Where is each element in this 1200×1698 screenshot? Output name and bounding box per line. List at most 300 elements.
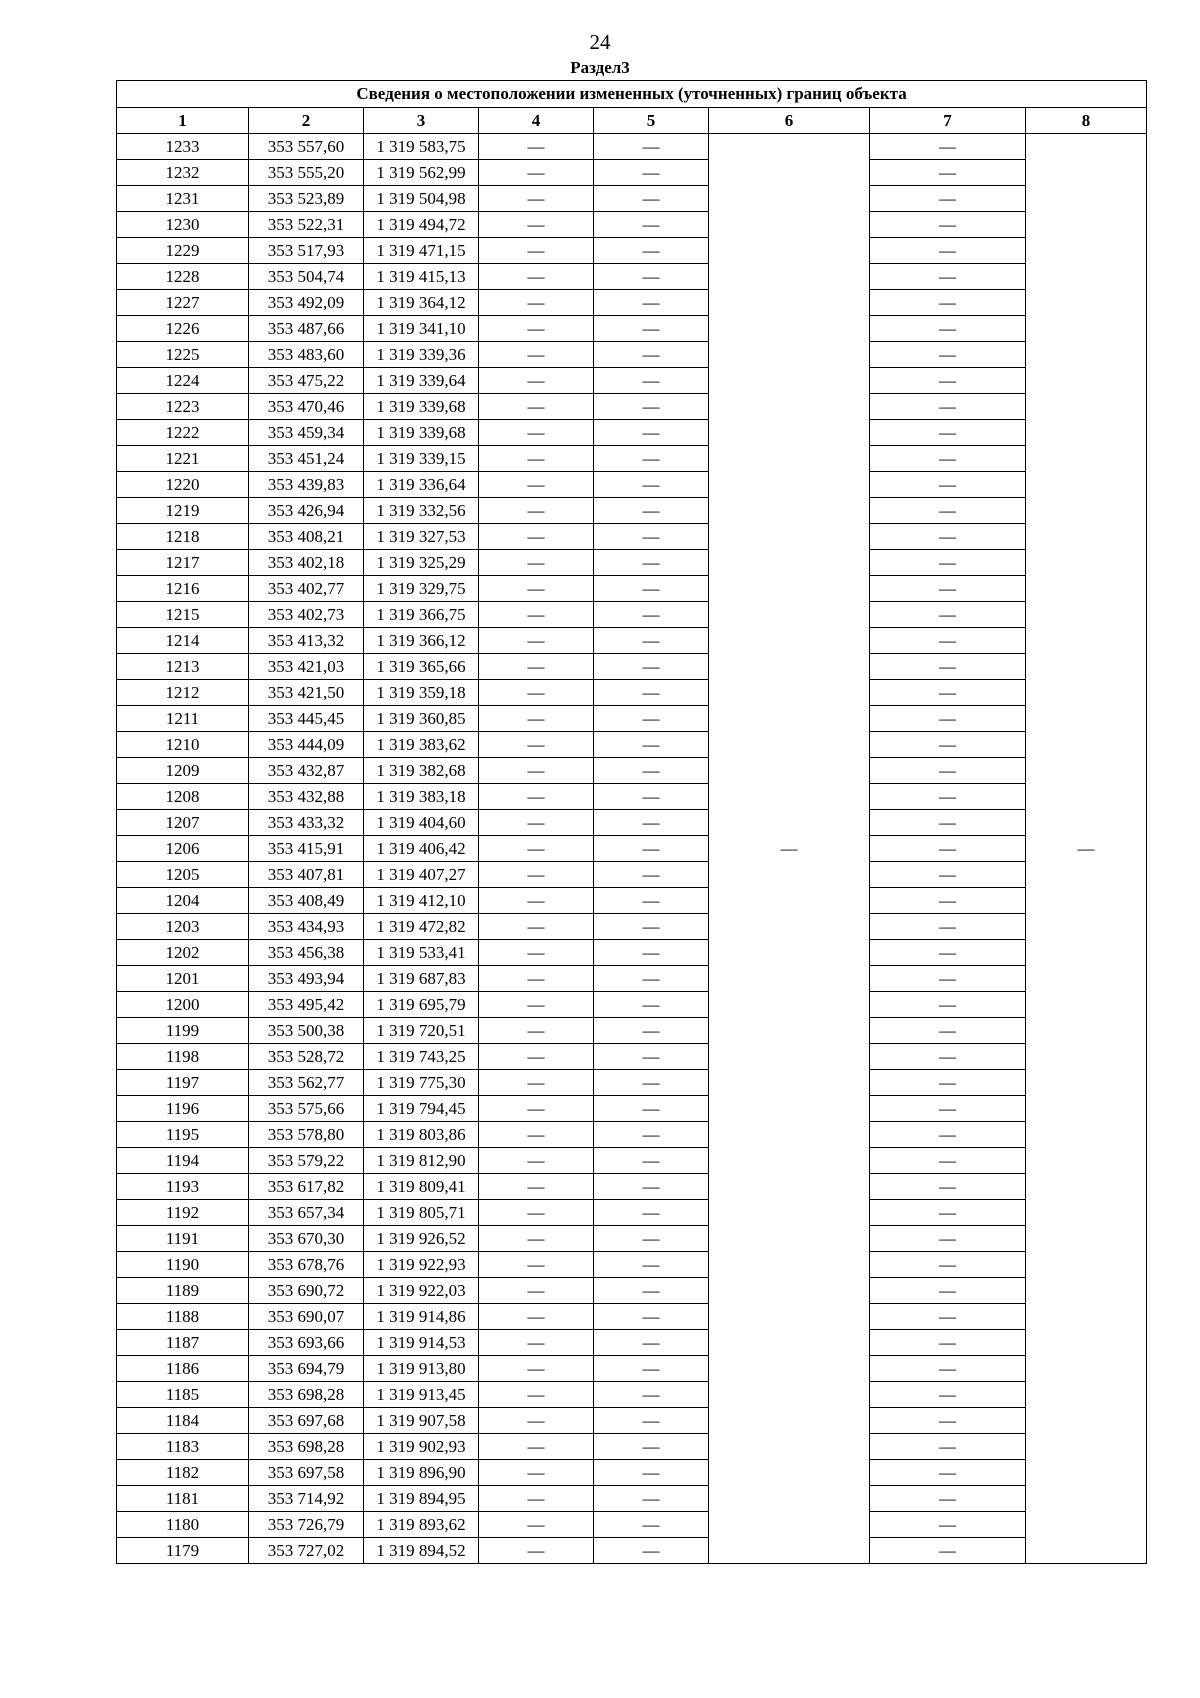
y-coordinate-cell: 1 319 893,62 bbox=[364, 1512, 479, 1538]
y-coordinate-cell: 1 319 894,95 bbox=[364, 1486, 479, 1512]
point-number-cell: 1189 bbox=[117, 1278, 249, 1304]
table-row bbox=[117, 576, 1147, 602]
table-row bbox=[117, 1408, 1147, 1434]
table-row bbox=[117, 394, 1147, 420]
column-7-cell: — bbox=[870, 888, 1026, 914]
y-coordinate-cell: 1 319 794,45 bbox=[364, 1096, 479, 1122]
page-number: 24 bbox=[589, 30, 611, 54]
column-7-cell: — bbox=[870, 1174, 1026, 1200]
column-7-cell: — bbox=[870, 810, 1026, 836]
table-row bbox=[117, 342, 1147, 368]
section-title: Раздел3 bbox=[570, 58, 630, 77]
point-number-cell: 1179 bbox=[117, 1538, 249, 1564]
table-row bbox=[117, 784, 1147, 810]
point-number-cell: 1219 bbox=[117, 498, 249, 524]
table-row bbox=[117, 212, 1147, 238]
column-7-cell: — bbox=[870, 836, 1026, 862]
column-4-cell: — bbox=[479, 862, 594, 888]
column-5-cell: — bbox=[594, 1408, 709, 1434]
y-coordinate-cell: 1 319 695,79 bbox=[364, 992, 479, 1018]
column-7-cell: — bbox=[870, 680, 1026, 706]
x-coordinate-cell: 353 678,76 bbox=[249, 1252, 364, 1278]
table-row bbox=[117, 732, 1147, 758]
column-5-cell: — bbox=[594, 576, 709, 602]
x-coordinate-cell: 353 617,82 bbox=[249, 1174, 364, 1200]
point-number-cell: 1193 bbox=[117, 1174, 249, 1200]
column-4-cell: — bbox=[479, 1434, 594, 1460]
y-coordinate-cell: 1 319 471,15 bbox=[364, 238, 479, 264]
column-5-cell: — bbox=[594, 160, 709, 186]
x-coordinate-cell: 353 402,18 bbox=[249, 550, 364, 576]
column-7-cell: — bbox=[870, 758, 1026, 784]
column-7-cell: — bbox=[870, 134, 1026, 160]
column-4-cell: — bbox=[479, 888, 594, 914]
column-4-cell: — bbox=[479, 758, 594, 784]
y-coordinate-cell: 1 319 720,51 bbox=[364, 1018, 479, 1044]
table-row bbox=[117, 810, 1147, 836]
point-number-cell: 1214 bbox=[117, 628, 249, 654]
table-row bbox=[117, 1174, 1147, 1200]
table-row bbox=[117, 1512, 1147, 1538]
x-coordinate-cell: 353 579,22 bbox=[249, 1148, 364, 1174]
column-5-cell: — bbox=[594, 446, 709, 472]
y-coordinate-cell: 1 319 504,98 bbox=[364, 186, 479, 212]
x-coordinate-cell: 353 555,20 bbox=[249, 160, 364, 186]
point-number-cell: 1180 bbox=[117, 1512, 249, 1538]
column-8-merged-cell: — bbox=[1026, 134, 1147, 1564]
column-7-cell: — bbox=[870, 1148, 1026, 1174]
table-row bbox=[117, 524, 1147, 550]
column-4-cell: — bbox=[479, 1174, 594, 1200]
column-7-cell: — bbox=[870, 784, 1026, 810]
table-row bbox=[117, 238, 1147, 264]
column-7-cell: — bbox=[870, 264, 1026, 290]
column-7-cell: — bbox=[870, 1226, 1026, 1252]
column-5-cell: — bbox=[594, 940, 709, 966]
point-number-cell: 1231 bbox=[117, 186, 249, 212]
y-coordinate-cell: 1 319 366,75 bbox=[364, 602, 479, 628]
table-row bbox=[117, 706, 1147, 732]
x-coordinate-cell: 353 504,74 bbox=[249, 264, 364, 290]
x-coordinate-cell: 353 487,66 bbox=[249, 316, 364, 342]
point-number-cell: 1181 bbox=[117, 1486, 249, 1512]
table-row bbox=[117, 420, 1147, 446]
point-number-cell: 1200 bbox=[117, 992, 249, 1018]
column-4-cell: — bbox=[479, 628, 594, 654]
x-coordinate-cell: 353 495,42 bbox=[249, 992, 364, 1018]
table-row bbox=[117, 914, 1147, 940]
point-number-cell: 1227 bbox=[117, 290, 249, 316]
y-coordinate-cell: 1 319 914,86 bbox=[364, 1304, 479, 1330]
column-4-cell: — bbox=[479, 1226, 594, 1252]
column-7-cell: — bbox=[870, 1460, 1026, 1486]
point-number-cell: 1226 bbox=[117, 316, 249, 342]
column-5-cell: — bbox=[594, 1304, 709, 1330]
y-coordinate-cell: 1 319 366,12 bbox=[364, 628, 479, 654]
point-number-cell: 1217 bbox=[117, 550, 249, 576]
point-number-cell: 1188 bbox=[117, 1304, 249, 1330]
y-coordinate-cell: 1 319 922,93 bbox=[364, 1252, 479, 1278]
boundary-coordinates-table bbox=[116, 80, 1147, 1564]
column-7-cell: — bbox=[870, 602, 1026, 628]
column-4-cell: — bbox=[479, 186, 594, 212]
column-number: 3 bbox=[364, 108, 479, 134]
y-coordinate-cell: 1 319 365,66 bbox=[364, 654, 479, 680]
table-row bbox=[117, 654, 1147, 680]
column-7-cell: — bbox=[870, 1070, 1026, 1096]
table-row bbox=[117, 758, 1147, 784]
column-5-cell: — bbox=[594, 1486, 709, 1512]
column-6-merged-cell: — bbox=[709, 134, 870, 1564]
x-coordinate-cell: 353 690,07 bbox=[249, 1304, 364, 1330]
column-4-cell: — bbox=[479, 836, 594, 862]
column-5-cell: — bbox=[594, 1538, 709, 1564]
column-4-cell: — bbox=[479, 680, 594, 706]
table-row bbox=[117, 1304, 1147, 1330]
column-4-cell: — bbox=[479, 784, 594, 810]
column-7-cell: — bbox=[870, 472, 1026, 498]
column-4-cell: — bbox=[479, 1278, 594, 1304]
x-coordinate-cell: 353 575,66 bbox=[249, 1096, 364, 1122]
point-number-cell: 1191 bbox=[117, 1226, 249, 1252]
column-7-cell: — bbox=[870, 1018, 1026, 1044]
y-coordinate-cell: 1 319 332,56 bbox=[364, 498, 479, 524]
column-7-cell: — bbox=[870, 160, 1026, 186]
column-7-cell: — bbox=[870, 862, 1026, 888]
x-coordinate-cell: 353 517,93 bbox=[249, 238, 364, 264]
column-7-cell: — bbox=[870, 1382, 1026, 1408]
y-coordinate-cell: 1 319 896,90 bbox=[364, 1460, 479, 1486]
column-7-cell: — bbox=[870, 732, 1026, 758]
table-row bbox=[117, 1070, 1147, 1096]
column-7-cell: — bbox=[870, 706, 1026, 732]
table-row bbox=[117, 680, 1147, 706]
column-7-cell: — bbox=[870, 342, 1026, 368]
table-caption: Сведения о местоположении измененных (уточненных) границ объекта bbox=[117, 81, 1147, 108]
column-4-cell: — bbox=[479, 732, 594, 758]
x-coordinate-cell: 353 475,22 bbox=[249, 368, 364, 394]
y-coordinate-cell: 1 319 383,62 bbox=[364, 732, 479, 758]
y-coordinate-cell: 1 319 494,72 bbox=[364, 212, 479, 238]
column-5-cell: — bbox=[594, 1044, 709, 1070]
column-4-cell: — bbox=[479, 1148, 594, 1174]
x-coordinate-cell: 353 421,03 bbox=[249, 654, 364, 680]
y-coordinate-cell: 1 319 809,41 bbox=[364, 1174, 479, 1200]
y-coordinate-cell: 1 319 341,10 bbox=[364, 316, 479, 342]
point-number-cell: 1204 bbox=[117, 888, 249, 914]
column-4-cell: — bbox=[479, 1070, 594, 1096]
column-5-cell: — bbox=[594, 212, 709, 238]
x-coordinate-cell: 353 402,77 bbox=[249, 576, 364, 602]
x-coordinate-cell: 353 522,31 bbox=[249, 212, 364, 238]
column-7-cell: — bbox=[870, 966, 1026, 992]
column-5-cell: — bbox=[594, 966, 709, 992]
x-coordinate-cell: 353 714,92 bbox=[249, 1486, 364, 1512]
column-5-cell: — bbox=[594, 316, 709, 342]
column-5-cell: — bbox=[594, 1330, 709, 1356]
point-number-cell: 1232 bbox=[117, 160, 249, 186]
column-5-cell: — bbox=[594, 1018, 709, 1044]
column-5-cell: — bbox=[594, 368, 709, 394]
column-5-cell: — bbox=[594, 1460, 709, 1486]
point-number-cell: 1205 bbox=[117, 862, 249, 888]
y-coordinate-cell: 1 319 472,82 bbox=[364, 914, 479, 940]
point-number-cell: 1187 bbox=[117, 1330, 249, 1356]
table-row bbox=[117, 836, 1147, 862]
column-4-cell: — bbox=[479, 524, 594, 550]
column-7-cell: — bbox=[870, 576, 1026, 602]
table-row bbox=[117, 368, 1147, 394]
x-coordinate-cell: 353 557,60 bbox=[249, 134, 364, 160]
column-5-cell: — bbox=[594, 1252, 709, 1278]
table-row bbox=[117, 862, 1147, 888]
table-row bbox=[117, 550, 1147, 576]
column-5-cell: — bbox=[594, 1356, 709, 1382]
y-coordinate-cell: 1 319 562,99 bbox=[364, 160, 479, 186]
column-7-cell: — bbox=[870, 1486, 1026, 1512]
y-coordinate-cell: 1 319 805,71 bbox=[364, 1200, 479, 1226]
point-number-cell: 1194 bbox=[117, 1148, 249, 1174]
x-coordinate-cell: 353 439,83 bbox=[249, 472, 364, 498]
point-number-cell: 1201 bbox=[117, 966, 249, 992]
x-coordinate-cell: 353 407,81 bbox=[249, 862, 364, 888]
point-number-cell: 1220 bbox=[117, 472, 249, 498]
x-coordinate-cell: 353 433,32 bbox=[249, 810, 364, 836]
table-row bbox=[117, 888, 1147, 914]
column-7-cell: — bbox=[870, 914, 1026, 940]
x-coordinate-cell: 353 426,94 bbox=[249, 498, 364, 524]
column-4-cell: — bbox=[479, 1512, 594, 1538]
column-5-cell: — bbox=[594, 1070, 709, 1096]
column-7-cell: — bbox=[870, 1512, 1026, 1538]
column-4-cell: — bbox=[479, 810, 594, 836]
point-number-cell: 1218 bbox=[117, 524, 249, 550]
x-coordinate-cell: 353 693,66 bbox=[249, 1330, 364, 1356]
point-number-cell: 1211 bbox=[117, 706, 249, 732]
point-number-cell: 1199 bbox=[117, 1018, 249, 1044]
point-number-cell: 1222 bbox=[117, 420, 249, 446]
x-coordinate-cell: 353 697,68 bbox=[249, 1408, 364, 1434]
point-number-cell: 1196 bbox=[117, 1096, 249, 1122]
column-4-cell: — bbox=[479, 1356, 594, 1382]
point-number-cell: 1224 bbox=[117, 368, 249, 394]
x-coordinate-cell: 353 415,91 bbox=[249, 836, 364, 862]
y-coordinate-cell: 1 319 339,15 bbox=[364, 446, 479, 472]
y-coordinate-cell: 1 319 894,52 bbox=[364, 1538, 479, 1564]
point-number-cell: 1223 bbox=[117, 394, 249, 420]
x-coordinate-cell: 353 698,28 bbox=[249, 1434, 364, 1460]
y-coordinate-cell: 1 319 412,10 bbox=[364, 888, 479, 914]
point-number-cell: 1203 bbox=[117, 914, 249, 940]
column-5-cell: — bbox=[594, 1382, 709, 1408]
column-5-cell: — bbox=[594, 914, 709, 940]
column-5-cell: — bbox=[594, 186, 709, 212]
table-row bbox=[117, 264, 1147, 290]
y-coordinate-cell: 1 319 803,86 bbox=[364, 1122, 479, 1148]
column-4-cell: — bbox=[479, 342, 594, 368]
column-5-cell: — bbox=[594, 1434, 709, 1460]
y-coordinate-cell: 1 319 329,75 bbox=[364, 576, 479, 602]
x-coordinate-cell: 353 470,46 bbox=[249, 394, 364, 420]
column-4-cell: — bbox=[479, 914, 594, 940]
column-7-cell: — bbox=[870, 290, 1026, 316]
column-4-cell: — bbox=[479, 160, 594, 186]
x-coordinate-cell: 353 697,58 bbox=[249, 1460, 364, 1486]
x-coordinate-cell: 353 434,93 bbox=[249, 914, 364, 940]
column-5-cell: — bbox=[594, 1200, 709, 1226]
x-coordinate-cell: 353 578,80 bbox=[249, 1122, 364, 1148]
x-coordinate-cell: 353 727,02 bbox=[249, 1538, 364, 1564]
column-7-cell: — bbox=[870, 1356, 1026, 1382]
table-row bbox=[117, 316, 1147, 342]
column-7-cell: — bbox=[870, 420, 1026, 446]
x-coordinate-cell: 353 690,72 bbox=[249, 1278, 364, 1304]
column-4-cell: — bbox=[479, 654, 594, 680]
x-coordinate-cell: 353 698,28 bbox=[249, 1382, 364, 1408]
y-coordinate-cell: 1 319 914,53 bbox=[364, 1330, 479, 1356]
column-4-cell: — bbox=[479, 1018, 594, 1044]
column-4-cell: — bbox=[479, 134, 594, 160]
table-row bbox=[117, 1252, 1147, 1278]
table-row bbox=[117, 446, 1147, 472]
point-number-cell: 1208 bbox=[117, 784, 249, 810]
table-row bbox=[117, 966, 1147, 992]
point-number-cell: 1197 bbox=[117, 1070, 249, 1096]
column-5-cell: — bbox=[594, 1226, 709, 1252]
y-coordinate-cell: 1 319 339,68 bbox=[364, 420, 479, 446]
column-5-cell: — bbox=[594, 472, 709, 498]
y-coordinate-cell: 1 319 404,60 bbox=[364, 810, 479, 836]
column-4-cell: — bbox=[479, 446, 594, 472]
table-row bbox=[117, 1200, 1147, 1226]
column-number: 2 bbox=[249, 108, 364, 134]
y-coordinate-cell: 1 319 902,93 bbox=[364, 1434, 479, 1460]
column-7-cell: — bbox=[870, 1096, 1026, 1122]
x-coordinate-cell: 353 408,49 bbox=[249, 888, 364, 914]
y-coordinate-cell: 1 319 922,03 bbox=[364, 1278, 479, 1304]
column-number: 7 bbox=[870, 108, 1026, 134]
table-row bbox=[117, 940, 1147, 966]
y-coordinate-cell: 1 319 926,52 bbox=[364, 1226, 479, 1252]
y-coordinate-cell: 1 319 339,68 bbox=[364, 394, 479, 420]
point-number-cell: 1233 bbox=[117, 134, 249, 160]
point-number-cell: 1216 bbox=[117, 576, 249, 602]
column-4-cell: — bbox=[479, 576, 594, 602]
column-7-cell: — bbox=[870, 1252, 1026, 1278]
table-row bbox=[117, 992, 1147, 1018]
column-5-cell: — bbox=[594, 1096, 709, 1122]
point-number-cell: 1228 bbox=[117, 264, 249, 290]
x-coordinate-cell: 353 726,79 bbox=[249, 1512, 364, 1538]
column-4-cell: — bbox=[479, 1044, 594, 1070]
column-5-cell: — bbox=[594, 862, 709, 888]
x-coordinate-cell: 353 444,09 bbox=[249, 732, 364, 758]
y-coordinate-cell: 1 319 406,42 bbox=[364, 836, 479, 862]
column-7-cell: — bbox=[870, 1434, 1026, 1460]
column-7-cell: — bbox=[870, 498, 1026, 524]
table-body bbox=[117, 134, 1147, 1564]
column-number: 6 bbox=[709, 108, 870, 134]
column-5-cell: — bbox=[594, 238, 709, 264]
column-7-cell: — bbox=[870, 238, 1026, 264]
point-number-cell: 1207 bbox=[117, 810, 249, 836]
point-number-cell: 1221 bbox=[117, 446, 249, 472]
y-coordinate-cell: 1 319 360,85 bbox=[364, 706, 479, 732]
column-7-cell: — bbox=[870, 394, 1026, 420]
table-row bbox=[117, 602, 1147, 628]
column-7-cell: — bbox=[870, 446, 1026, 472]
table-row bbox=[117, 1538, 1147, 1564]
column-5-cell: — bbox=[594, 784, 709, 810]
x-coordinate-cell: 353 445,45 bbox=[249, 706, 364, 732]
column-5-cell: — bbox=[594, 134, 709, 160]
column-4-cell: — bbox=[479, 498, 594, 524]
table-row bbox=[117, 1460, 1147, 1486]
point-number-cell: 1212 bbox=[117, 680, 249, 706]
x-coordinate-cell: 353 483,60 bbox=[249, 342, 364, 368]
column-4-cell: — bbox=[479, 550, 594, 576]
table-row bbox=[117, 160, 1147, 186]
table-row bbox=[117, 498, 1147, 524]
column-5-cell: — bbox=[594, 810, 709, 836]
point-number-cell: 1215 bbox=[117, 602, 249, 628]
table-row bbox=[117, 186, 1147, 212]
y-coordinate-cell: 1 319 743,25 bbox=[364, 1044, 479, 1070]
y-coordinate-cell: 1 319 907,58 bbox=[364, 1408, 479, 1434]
column-5-cell: — bbox=[594, 1174, 709, 1200]
column-4-cell: — bbox=[479, 1096, 594, 1122]
column-5-cell: — bbox=[594, 550, 709, 576]
column-7-cell: — bbox=[870, 940, 1026, 966]
column-4-cell: — bbox=[479, 992, 594, 1018]
table-row bbox=[117, 1330, 1147, 1356]
y-coordinate-cell: 1 319 415,13 bbox=[364, 264, 479, 290]
point-number-cell: 1209 bbox=[117, 758, 249, 784]
point-number-cell: 1182 bbox=[117, 1460, 249, 1486]
column-5-cell: — bbox=[594, 290, 709, 316]
column-5-cell: — bbox=[594, 524, 709, 550]
point-number-cell: 1230 bbox=[117, 212, 249, 238]
y-coordinate-cell: 1 319 812,90 bbox=[364, 1148, 479, 1174]
column-number: 5 bbox=[594, 108, 709, 134]
column-5-cell: — bbox=[594, 420, 709, 446]
column-number-row bbox=[117, 108, 1147, 134]
column-7-cell: — bbox=[870, 1408, 1026, 1434]
column-4-cell: — bbox=[479, 472, 594, 498]
column-7-cell: — bbox=[870, 1278, 1026, 1304]
column-5-cell: — bbox=[594, 1148, 709, 1174]
column-4-cell: — bbox=[479, 1252, 594, 1278]
column-5-cell: — bbox=[594, 992, 709, 1018]
column-4-cell: — bbox=[479, 1304, 594, 1330]
point-number-cell: 1195 bbox=[117, 1122, 249, 1148]
table-row bbox=[117, 290, 1147, 316]
column-4-cell: — bbox=[479, 940, 594, 966]
x-coordinate-cell: 353 694,79 bbox=[249, 1356, 364, 1382]
column-5-cell: — bbox=[594, 1122, 709, 1148]
column-7-cell: — bbox=[870, 1044, 1026, 1070]
table-row bbox=[117, 1148, 1147, 1174]
point-number-cell: 1198 bbox=[117, 1044, 249, 1070]
column-7-cell: — bbox=[870, 1330, 1026, 1356]
column-5-cell: — bbox=[594, 654, 709, 680]
column-5-cell: — bbox=[594, 1512, 709, 1538]
x-coordinate-cell: 353 493,94 bbox=[249, 966, 364, 992]
column-4-cell: — bbox=[479, 290, 594, 316]
x-coordinate-cell: 353 432,88 bbox=[249, 784, 364, 810]
column-4-cell: — bbox=[479, 420, 594, 446]
x-coordinate-cell: 353 421,50 bbox=[249, 680, 364, 706]
